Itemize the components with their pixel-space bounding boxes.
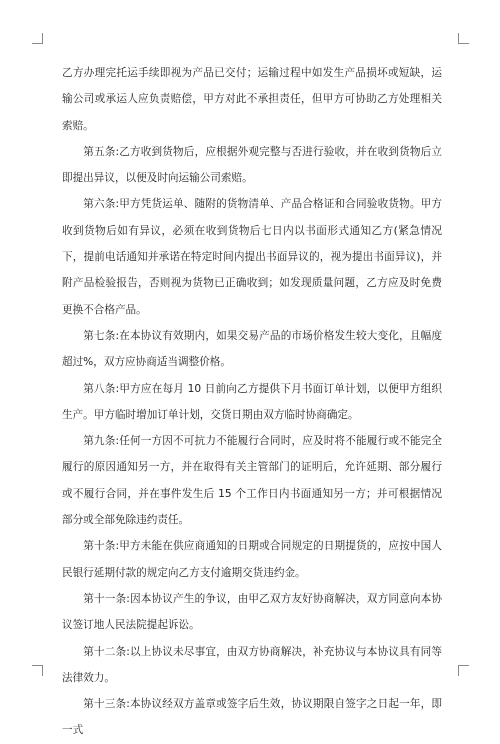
paragraph-article-10: 第十条:甲方未能在供应商通知的日期或合同规定的日期提货的，应按中国人民银行延期付款的规定向乙方支付逾期交货违约金。: [62, 540, 442, 579]
crop-mark-bottom-right: [458, 665, 469, 676]
paragraph-article-7: 第七条:在本协议有效期内，如果交易产品的市场价格发生较大变化，且幅度超过%，双方应协商适当调整价格。: [62, 329, 442, 369]
paragraph-article-6: 第六条:甲方凭货运单、随附的货物清单、产品合格证和合同验收货物。甲方收到货物后如有异议，必须在收到货物后七日内以书面形式通知乙方(紧急情况下，提前电话通知并承诺在特定时间内提出书面异议的，视为提出书面异议)，并附产品检验报告，否则视为货物已正确收到；如发现质量问题，乙方应及时免费更换不合格产品。: [62, 198, 442, 316]
paragraph-article-11: 第十一条:因本协议产生的争议，由甲乙双方友好协商解决，双方同意向本协议签订地人民法院提起诉讼。: [62, 592, 442, 632]
paragraph-article-9: 第九条:任何一方因不可抗力不能履行合同时，应及时将不能履行或不能完全履行的原因通知另一方，并在取得有关主管部门的证明后，允许延期、部分履行或不履行合同，并在事件发生后 15 个工作日内书面通知另一方；并可根据情况部分或全部免除违约责任。: [62, 435, 442, 527]
crop-mark-top-right: [458, 33, 469, 44]
crop-mark-bottom-left: [32, 665, 43, 676]
paragraph-article-8: 第八条:甲方应在每月 10 日前向乙方提供下月书面订单计划，以便甲方组织生产。甲方临时增加订单计划，交货日期由双方临时协商确定。: [62, 382, 442, 421]
paragraph-article-12: 第十二条:以上协议未尽事宜，由双方协商解决，补充协议与本协议具有同等法律效力。: [62, 645, 442, 684]
paragraph-continued: 乙方办理完托运手续即视为产品已交付；运输过程中如发生产品损坏或短缺，运输公司或承运人应负责赔偿，甲方对此不承担责任，但甲方可协助乙方处理相关索赔。: [62, 67, 442, 132]
document-body: [62, 60, 442, 744]
paragraph-article-5: 第五条:乙方收到货物后，应根据外观完整与否进行验收，并在收到货物后立即提出异议，以便及时向运输公司索赔。: [62, 145, 442, 185]
crop-mark-top-left: [32, 33, 43, 44]
paragraph-article-13: 第十三条:本协议经双方盖章或签字后生效，协议期限自签字之日起一年，即一式: [62, 698, 442, 737]
